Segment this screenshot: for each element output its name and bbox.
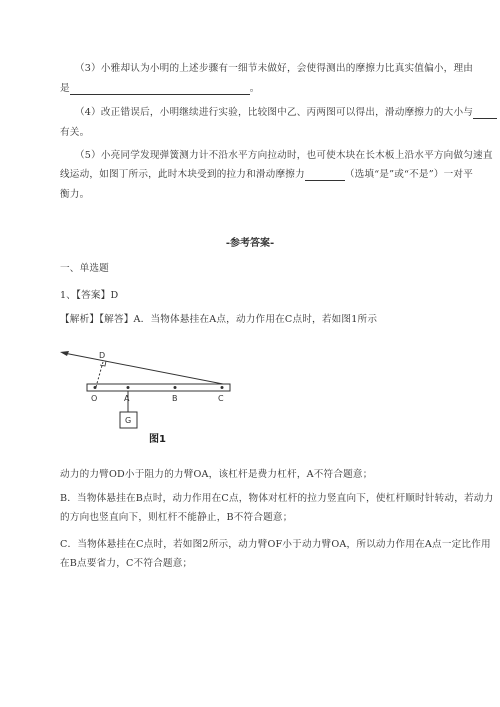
- q5-text: 线运动，如图丁所示，此时木块受到的拉力和滑动摩擦力: [60, 169, 305, 180]
- q5-suffix: （选填“是”或“不是”）一对平: [344, 169, 473, 180]
- q4-line1: [75, 106, 497, 119]
- q4-line2: 有关。: [60, 127, 90, 138]
- para-c-line2: 在B点要省力，C不符合题意；: [60, 558, 193, 569]
- q3-line1: （3）小雅却认为小明的上述步骤有一细节未做好，会使得测出的摩擦力比真实值偏小，理由: [75, 63, 474, 74]
- label-c: C: [218, 394, 224, 403]
- label-o: O: [91, 394, 98, 403]
- force-arrowhead: [60, 351, 69, 356]
- q3-answer-blank: [70, 84, 250, 95]
- q4-text: （4）改正错误后，小明继续进行实验，比较图中乙、丙两图可以得出，滑动摩擦力的大小与: [75, 107, 474, 118]
- point-o: [94, 386, 97, 389]
- q3-prefix: 是: [60, 83, 70, 94]
- q5-line1: （5）小亮同学发现弹簧测力计不沿水平方向拉动时，也可使木块在长木板上沿水平方向做匀速直: [75, 150, 493, 161]
- para-b-line1: B．当物体悬挂在B点时，动力作用在C点，物体对杠杆的拉力竖直向下，使杠杆顺时针转动，若动力: [60, 493, 494, 504]
- q5-line3: 衡力。: [60, 189, 90, 200]
- para-a: 动力的力臂OD小于阻力的力臂OA，该杠杆是费力杠杆，A不符合题意；: [60, 469, 373, 480]
- answer-heading: -参考答案-: [225, 238, 275, 249]
- q4-answer-blank: [473, 108, 497, 119]
- analysis-text: 【解析】【解答】A．当物体悬挂在A点，动力作用在C点时，若如图1所示: [60, 314, 378, 325]
- section-title: 一、单选题: [60, 263, 109, 274]
- figure-caption: 图1: [149, 434, 166, 445]
- lever-bar: [87, 384, 230, 391]
- label-d: D: [99, 351, 106, 360]
- point-a: [127, 386, 130, 389]
- lever-figure: [54, 344, 244, 446]
- q5-line2: [60, 168, 473, 181]
- label-b: B: [172, 394, 178, 403]
- point-c: [221, 386, 224, 389]
- para-b-line2: 的方向也竖直向下，则杠杆不能静止，B不符合题意；: [60, 512, 293, 523]
- label-g: G: [125, 416, 132, 425]
- force-line: [64, 353, 223, 384]
- q5-answer-blank: [305, 170, 345, 181]
- point-b: [174, 386, 177, 389]
- q3-line2: [60, 82, 260, 95]
- label-a: A: [124, 394, 130, 403]
- q3-suffix: 。: [249, 83, 260, 94]
- para-c-line1: C．当物体悬挂在C点时，若如图2所示，动力臂OF小于动力臂OA，所以动力作用在A点一定比作用: [60, 539, 491, 550]
- q1-answer: 1、【答案】D: [60, 290, 119, 301]
